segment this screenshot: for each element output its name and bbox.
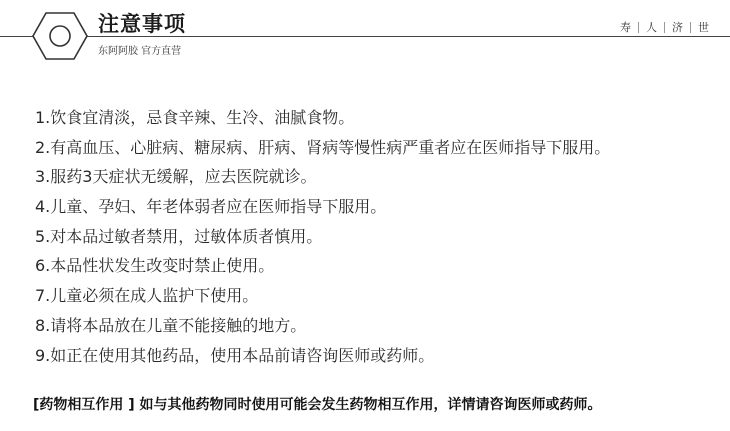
precautions-list	[35, 103, 610, 370]
brand-subtitle: 东阿阿胶 官方直营	[98, 46, 182, 57]
slogan-char: 济	[672, 21, 683, 34]
header	[0, 0, 730, 60]
precaution-item: 4.儿童、孕妇、年老体弱者应在医师指导下服用。	[35, 197, 387, 217]
hexagon-nut-icon	[30, 9, 90, 63]
precaution-item: 3.服药3天症状无缓解，应去医院就诊。	[35, 167, 317, 187]
drug-interaction-note: [药物相互作用 ] 如与其他药物同时使用可能会发生药物相互作用，详情请咨询医师或药师。	[33, 397, 602, 413]
slogan-char: 人	[646, 21, 657, 34]
slogan-char: 世	[698, 21, 709, 34]
precaution-item: 5.对本品过敏者禁用，过敏体质者慎用。	[35, 226, 323, 246]
page-title: 注意事项	[98, 12, 186, 36]
precaution-item: 2.有高血压、心脏病、糖尿病、肝病、肾病等慢性病严重者应在医师指导下服用。	[35, 137, 611, 157]
slogan	[613, 19, 716, 35]
slogan-char: 寿	[620, 21, 631, 34]
precaution-item: 1.饮食宜清淡，忌食辛辣、生冷、油腻食物。	[35, 108, 355, 127]
precaution-item: 7.儿童必须在成人监护下使用。	[35, 286, 259, 306]
precaution-item: 6.本品性状发生改变时禁止使用。	[35, 256, 275, 276]
precaution-item: 8.请将本品放在儿童不能接触的地方。	[35, 315, 307, 335]
header-rule-left	[0, 36, 33, 37]
precaution-item: 9.如正在使用其他药品，使用本品前请咨询医师或药师。	[35, 345, 435, 365]
